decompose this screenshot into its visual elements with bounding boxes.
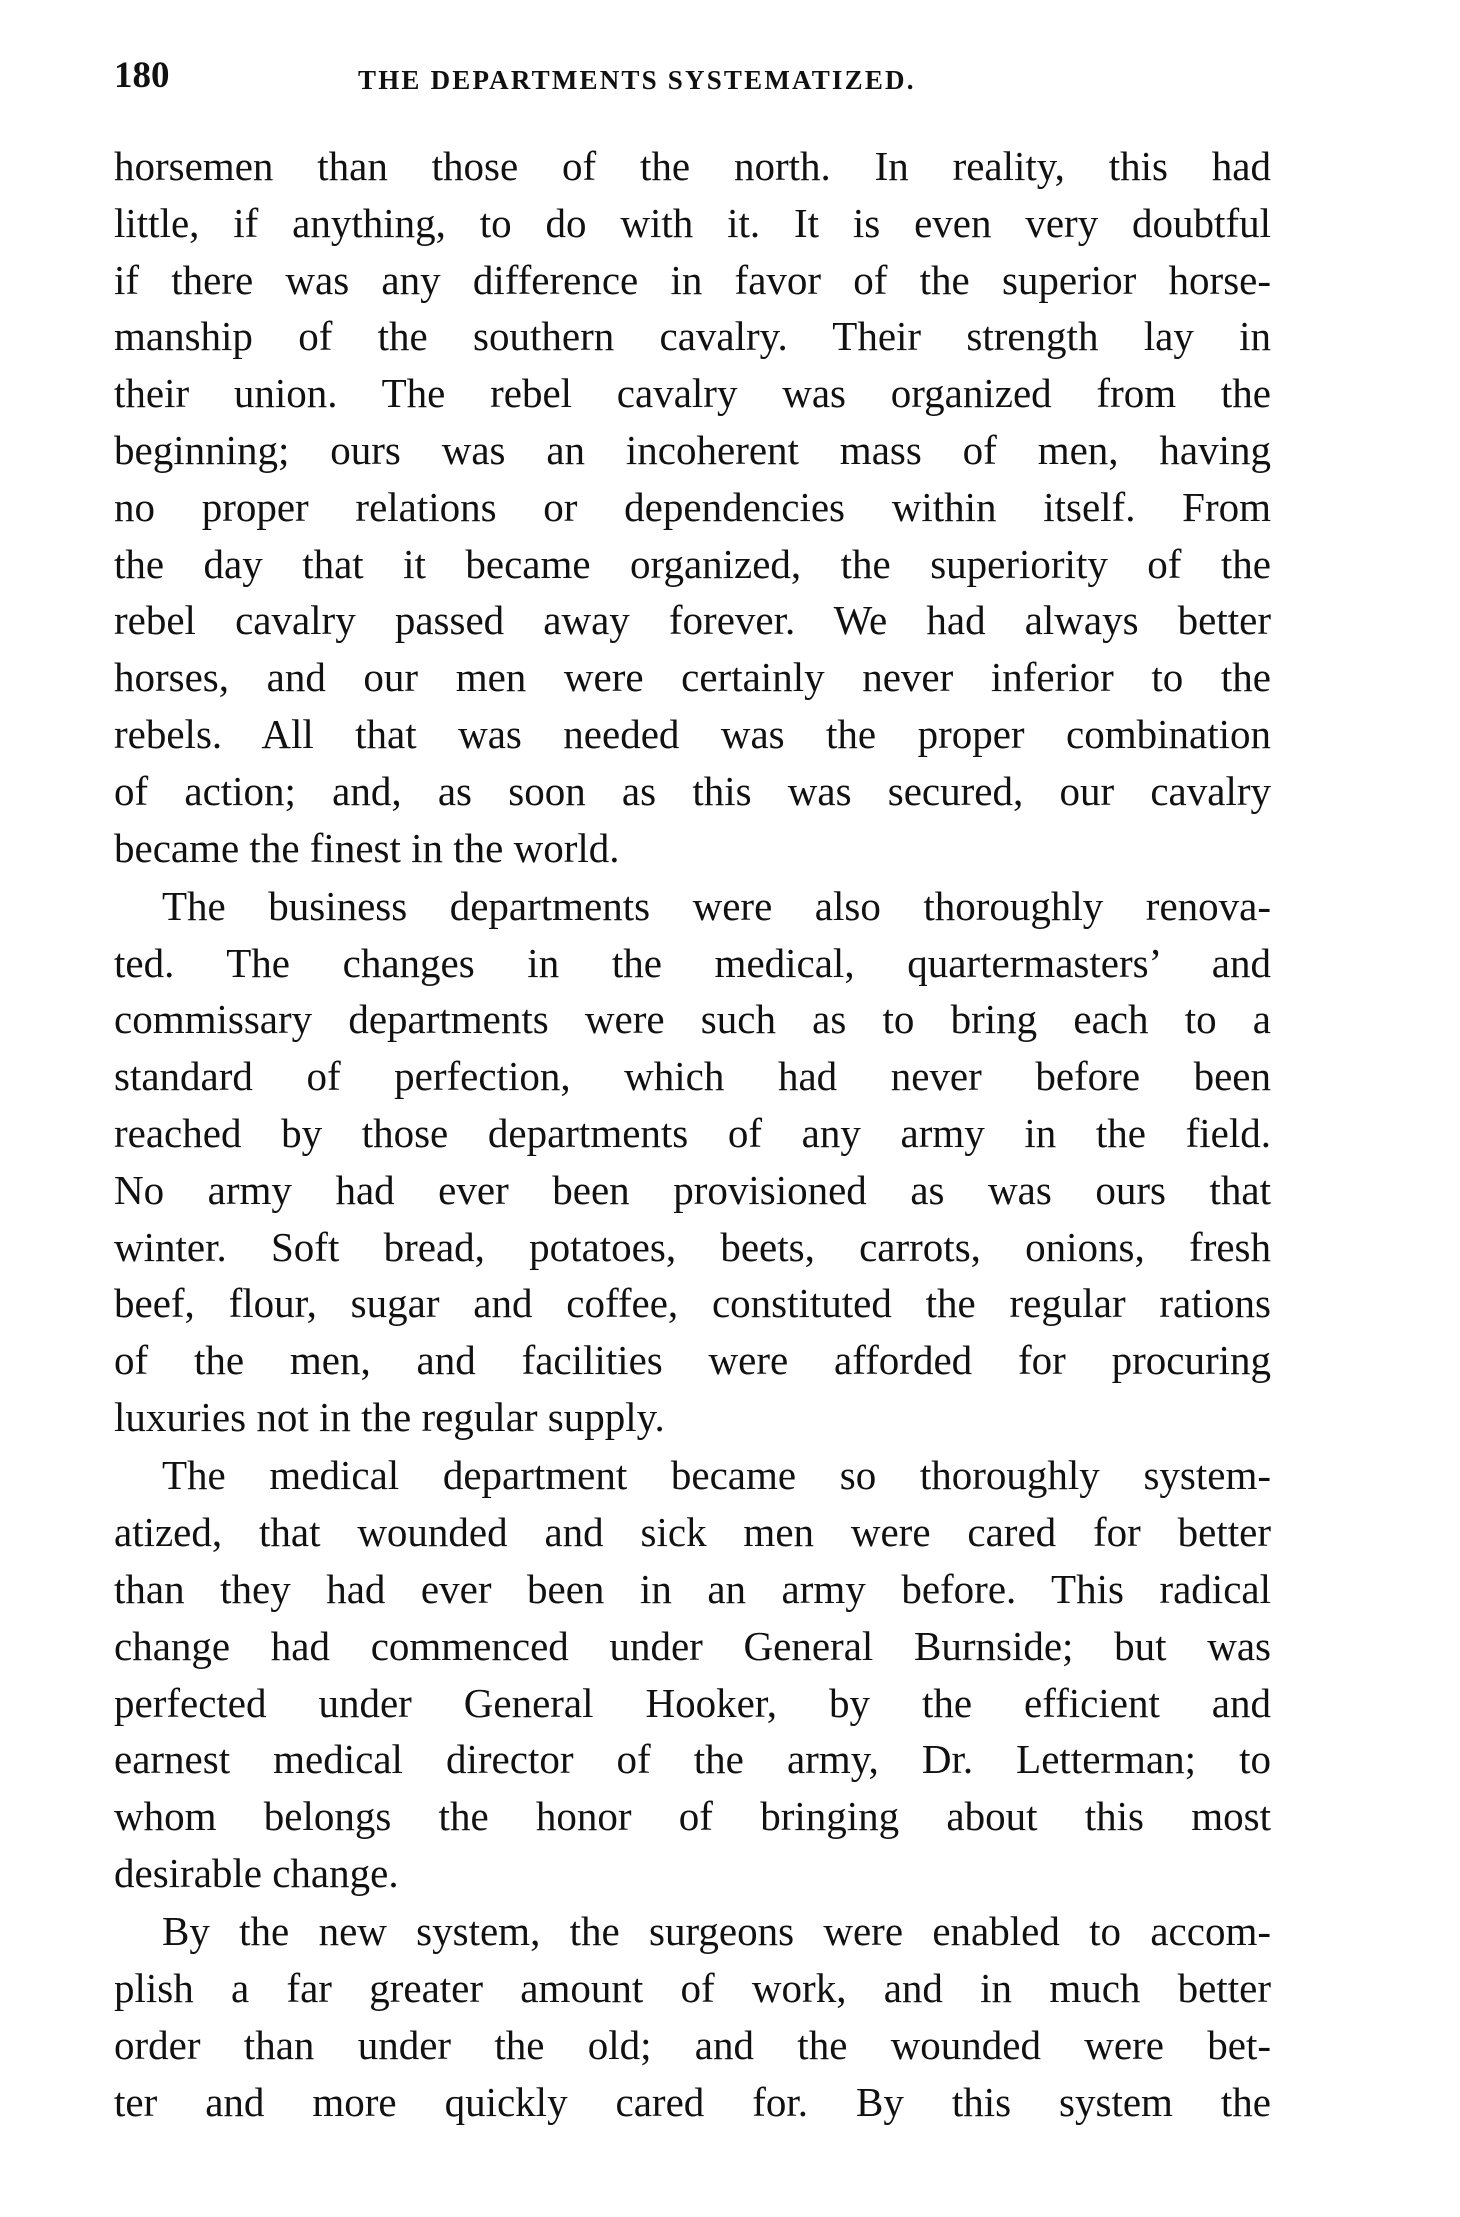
text-line: little, if anything, to do with it. It is even very doubtful: [114, 199, 1271, 246]
text-line: reached by those departments of any army in the field.: [114, 1110, 1271, 1157]
text-line: luxuries not in the regular supply.: [114, 1394, 665, 1441]
body-text: [114, 138, 1271, 2130]
text-line: no proper relations or dependencies within itself. From: [114, 483, 1271, 530]
text-line: of action; and, as soon as this was secured, our cavalry: [114, 767, 1271, 814]
text-line: whom belongs the honor of bringing about this most: [114, 1793, 1271, 1840]
text-line: winter. Soft bread, potatoes, beets, carrots, onions, fresh: [114, 1223, 1271, 1270]
text-line: By the new system, the surgeons were enabled to accom-: [162, 1908, 1271, 1955]
text-line: if there was any difference in favor of the superior horse-: [114, 256, 1271, 303]
text-line: atized, that wounded and sick men were cared for better: [114, 1509, 1271, 1556]
text-line: change had commenced under General Burnside; but was: [114, 1622, 1271, 1669]
text-line: ted. The changes in the medical, quartermasters’ and: [114, 939, 1271, 986]
text-line: plish a far greater amount of work, and in much better: [114, 1965, 1271, 2011]
text-line: rebels. All that was needed was the proper combination: [114, 710, 1271, 757]
text-line: earnest medical director of the army, Dr. Letterman; to: [114, 1736, 1271, 1783]
text-line: commissary departments were such as to bring each to a: [114, 996, 1271, 1043]
text-line: their union. The rebel cavalry was organized from the: [114, 370, 1271, 417]
text-line: rebel cavalry passed away forever. We had always better: [114, 597, 1271, 644]
text-line: than they had ever been in an army before. This radical: [114, 1565, 1271, 1612]
page-number: 180: [114, 55, 170, 96]
paragraph-4: [114, 1903, 1271, 2130]
text-line: horses, and our men were certainly never inferior to the: [114, 654, 1271, 701]
paragraph-3: [114, 1447, 1271, 1901]
text-line: became the finest in the world.: [114, 824, 620, 871]
running-head: [114, 56, 1271, 96]
text-line: the day that it became organized, the superiority of the: [114, 540, 1271, 587]
text-line: beginning; ours was an incoherent mass of men, having: [114, 426, 1271, 473]
paragraph-2: [114, 878, 1271, 1446]
text-line: perfected under General Hooker, by the efficient and: [114, 1679, 1271, 1726]
text-line: standard of perfection, which had never before been: [114, 1053, 1271, 1100]
text-line: horsemen than those of the north. In reality, this had: [114, 143, 1271, 189]
running-head-title: THE DEPARTMENTS SYSTEMATIZED.: [358, 65, 916, 95]
text-line: of the men, and facilities were afforded for procuring: [114, 1337, 1271, 1384]
text-line: manship of the southern cavalry. Their strength lay in: [114, 313, 1271, 360]
text-line: The medical department became so thoroughly system-: [162, 1452, 1271, 1499]
text-line: No army had ever been provisioned as was ours that: [114, 1166, 1271, 1213]
text-line: ter and more quickly cared for. By this system the: [114, 2078, 1271, 2125]
paragraph-1: [114, 138, 1271, 876]
text-line: desirable change.: [114, 1849, 399, 1896]
text-line: order than under the old; and the wounded were bet-: [114, 2021, 1271, 2068]
text-line: The business departments were also thoroughly renova-: [162, 882, 1271, 929]
text-line: beef, flour, sugar and coffee, constituted the regular rations: [114, 1280, 1271, 1327]
